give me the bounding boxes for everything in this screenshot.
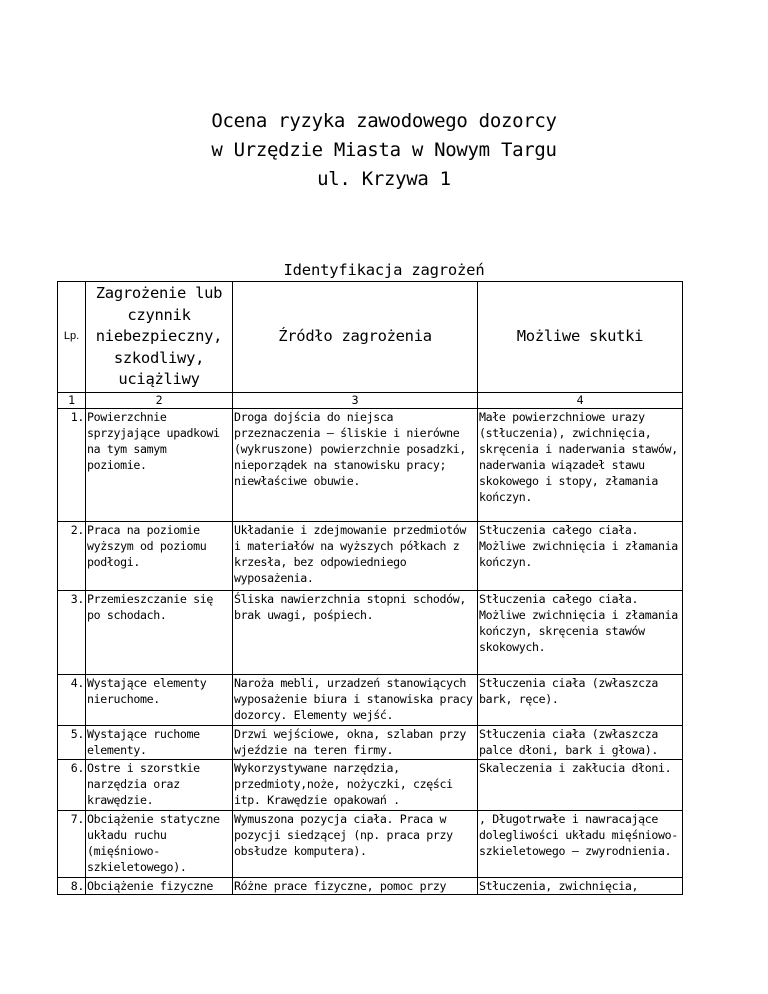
row-number: 3.	[58, 591, 86, 675]
row-number: 2.	[58, 522, 86, 591]
hazard-cell: Powierzchnie sprzyjające upadkowi na tym samym poziomie.	[86, 409, 233, 522]
table-row	[58, 878, 683, 895]
table-row	[58, 675, 683, 726]
table-row	[58, 811, 683, 878]
source-cell: Śliska nawierzchnia stopni schodów, brak uwagi, pośpiech.	[233, 591, 478, 675]
effects-cell: , Długotrwałe i nawracające dolegliwości układu mięśniowo-szkieletowego – zwyrodnienia.	[478, 811, 683, 878]
effects-cell: Stłuczenia, zwichnięcia,	[478, 878, 683, 895]
table-row	[58, 522, 683, 591]
header-effects: Możliwe skutki	[478, 282, 683, 393]
row-number: 1.	[58, 409, 86, 522]
title-line-2: w Urzędzie Miasta w Nowym Targu	[211, 139, 557, 161]
effects-cell: Małe powierzchniowe urazy (stłuczenia), zwichnięcia, skręcenia i naderwania stawów, naderwania wiązadeł stawu skokowego i stopy, złamania kończyn.	[478, 409, 683, 522]
title-line-1: Ocena ryzyka zawodowego dozorcy	[211, 110, 557, 132]
hazard-cell: Ostre i szorstkie narzędzia oraz krawędzie.	[86, 760, 233, 811]
table-row	[58, 591, 683, 675]
table-row	[58, 409, 683, 522]
hazard-cell: Obciążenie statyczne układu ruchu (mięśniowo-szkieletowego).	[86, 811, 233, 878]
row-number: 8.	[58, 878, 86, 895]
table-row	[58, 760, 683, 811]
hazard-cell: Praca na poziomie wyższym od poziomu podłogi.	[86, 522, 233, 591]
column-number: 2	[86, 393, 233, 409]
row-number: 5.	[58, 726, 86, 760]
column-number: 1	[58, 393, 86, 409]
effects-cell: Stłuczenia ciała (zwłaszcza palce dłoni, bark i głowa).	[478, 726, 683, 760]
hazard-cell: Wystające elementy nieruchome.	[86, 675, 233, 726]
title-line-3: ul. Krzywa 1	[317, 168, 451, 190]
hazard-table	[57, 281, 683, 895]
section-subtitle: Identyfikacja zagrożeń	[283, 261, 485, 279]
row-number: 7.	[58, 811, 86, 878]
source-cell: Wykorzystywane narzędzia, przedmioty,noże, nożyczki, części itp. Krawędzie opakowań .	[233, 760, 478, 811]
header-hazard: Zagrożenie lub czynnik niebezpieczny, szkodliwy, uciążliwy	[86, 282, 233, 393]
source-cell: Drzwi wejściowe, okna, szlaban przy wjeździe na teren firmy.	[233, 726, 478, 760]
table-header-row	[58, 282, 683, 393]
column-number: 3	[233, 393, 478, 409]
source-cell: Droga dojścia do niejsca przeznaczenia – śliskie i nierówne (wykruszone) powierzchnie posadzki, nieporządek na stanowisku pracy; niewłaściwe obuwie.	[233, 409, 478, 522]
header-lp: Lp.	[58, 282, 86, 393]
row-number: 4.	[58, 675, 86, 726]
document-title	[0, 107, 768, 194]
row-number: 6.	[58, 760, 86, 811]
table-row	[58, 726, 683, 760]
source-cell: Wymuszona pozycja ciała. Praca w pozycji siedzącej (np. praca przy obsłudze komputera).	[233, 811, 478, 878]
effects-cell: Stłuczenia całego ciała. Możliwe zwichnięcia i złamania kończyn, skręcenia stawów skokowych.	[478, 591, 683, 675]
hazard-cell: Przemieszczanie się po schodach.	[86, 591, 233, 675]
header-source: Źródło zagrożenia	[233, 282, 478, 393]
column-number: 4	[478, 393, 683, 409]
hazard-cell: Wystające ruchome elementy.	[86, 726, 233, 760]
source-cell: Układanie i zdejmowanie przedmiotów i materiałów na wyższych półkach z krzesła, bez odpowiedniego wyposażenia.	[233, 522, 478, 591]
column-number-row	[58, 393, 683, 409]
source-cell: Naroża mebli, urzadzeń stanowiących wyposażenie biura i stanowiska pracy dozorcy. Elementy wejść.	[233, 675, 478, 726]
effects-cell: Stłuczenia ciała (zwłaszcza bark, ręce).	[478, 675, 683, 726]
hazard-cell: Obciążenie fizyczne	[86, 878, 233, 895]
effects-cell: Stłuczenia całego ciała. Możliwe zwichnięcia i złamania kończyn.	[478, 522, 683, 591]
source-cell: Różne prace fizyczne, pomoc przy	[233, 878, 478, 895]
effects-cell: Skaleczenia i zakłucia dłoni.	[478, 760, 683, 811]
